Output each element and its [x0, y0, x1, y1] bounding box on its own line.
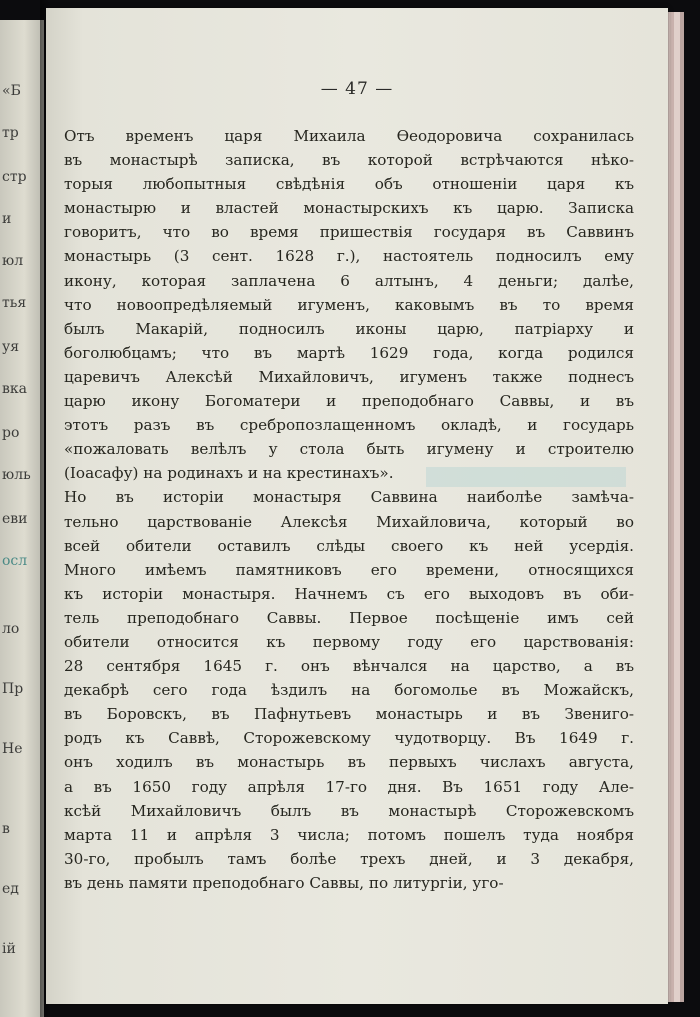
- text-line: боголюбцамъ; что въ мартѣ 1629 года, когда родился: [64, 343, 634, 362]
- text-line: а въ 1650 году апрѣля 17-го дня. Въ 1651 году Але-: [64, 777, 634, 796]
- text-line: родъ къ Саввѣ, Сторожевскому чудотворцу. Въ 1649 г.: [64, 729, 634, 748]
- left-page-fragment: в: [2, 821, 10, 837]
- text-line: къ исторіи монастыря. Начнемъ съ его выходовъ въ оби-: [64, 584, 634, 603]
- text-line: тель преподобнаго Саввы. Первое посѣщеніе имъ сей: [64, 608, 634, 627]
- left-page-fragment: и: [2, 211, 12, 227]
- text-line: Отъ временъ царя Михаила Ѳеодоровича сохранилась: [64, 127, 634, 145]
- left-page-fragment: стр: [2, 169, 27, 185]
- text-line: что новоопредѣляемый игуменъ, каковымъ въ то время: [64, 295, 634, 314]
- text-line: «пожаловать велѣлъ у стола быть игумену и строителю: [64, 440, 634, 459]
- text-line: 28 сентября 1645 г. онъ вѣнчался на царство, а въ: [64, 657, 634, 676]
- page-edge: [680, 12, 684, 1002]
- left-page-fragment: еви: [2, 511, 28, 527]
- left-page-fragment: осл: [2, 553, 28, 569]
- text-line: 30-го, пробылъ тамъ болѣе трехъ дней, и 3 декабря,: [64, 849, 634, 868]
- left-page-fragment: «Б: [2, 83, 21, 99]
- book-page: [46, 8, 668, 1004]
- left-facing-page: [0, 20, 44, 1017]
- text-line: этотъ разъ въ сребропозлащенномъ окладѣ, и государь: [64, 416, 634, 435]
- text-line: обители относится къ первому году его царствованія:: [64, 632, 634, 651]
- left-page-fragment: юл: [2, 253, 24, 269]
- text-line: марта 11 и апрѣля 3 числа; потомъ пошелъ туда ноября: [64, 825, 634, 844]
- left-page-fragment: ед: [2, 881, 19, 897]
- text-line: говоритъ, что во время пришествія государя въ Саввинъ: [64, 223, 634, 242]
- text-line: торыя любопытныя свѣдѣнія объ отношеніи царя къ: [64, 175, 634, 194]
- left-page-fragment: юль: [2, 467, 31, 483]
- text-line: въ монастырѣ записка, въ которой встрѣчаются нѣко-: [64, 151, 634, 170]
- text-line: монастырь (3 сент. 1628 г.), настоятель подносилъ ему: [64, 247, 634, 266]
- text-line: Много имѣемъ памятниковъ его времени, относящихся: [64, 560, 634, 579]
- text-line: былъ Макарій, подносилъ иконы царю, патріарху и: [64, 319, 634, 338]
- page-number: — 47 —: [320, 79, 394, 99]
- text-line: ксѣй Михайловичъ былъ въ монастырѣ Сторожевскомъ: [64, 801, 634, 820]
- text-line: тельно царствованіе Алексѣя Михайловича, который во: [64, 512, 634, 531]
- text-line: (Іоасафу) на родинахъ и на крестинахъ».: [64, 464, 394, 483]
- text-line: царевичъ Алексѣй Михайловичъ, игуменъ также поднесъ: [64, 367, 634, 386]
- body-text: [64, 124, 634, 895]
- left-page-fragment: уя: [2, 339, 20, 355]
- text-line: онъ ходилъ въ монастырь въ первыхъ числахъ августа,: [64, 753, 634, 772]
- text-line: въ Боровскъ, въ Пафнутьевъ монастырь и въ Звениго-: [64, 705, 634, 724]
- left-page-fragment: тья: [2, 295, 27, 311]
- left-page-fragment: вка: [2, 381, 27, 397]
- text-line: монастырю и властей монастырскихъ къ царю. Записка: [64, 199, 634, 218]
- text-line: декабрѣ сего года ѣздилъ на богомолье въ Можайскъ,: [64, 681, 634, 700]
- text-line: въ день памяти преподобнаго Саввы, по литургіи, уго-: [64, 873, 504, 892]
- text-line: Но въ исторіи монастыря Саввина наиболѣе замѣча-: [64, 488, 634, 507]
- left-page-fragment: ій: [2, 941, 16, 957]
- left-page-fragment: Не: [2, 741, 23, 757]
- left-page-fragment: ро: [2, 425, 20, 441]
- left-page-fragment: Пр: [2, 681, 24, 697]
- text-line: всей обители оставилъ слѣды своего къ ней усердія.: [64, 536, 634, 555]
- text-line: царю икону Богоматери и преподобнаго Саввы, и въ: [64, 392, 634, 411]
- left-page-fragment: тр: [2, 125, 19, 141]
- text-line: икону, которая заплачена 6 алтынъ, 4 деньги; далѣе,: [64, 271, 634, 290]
- left-page-fragment: ло: [2, 621, 20, 637]
